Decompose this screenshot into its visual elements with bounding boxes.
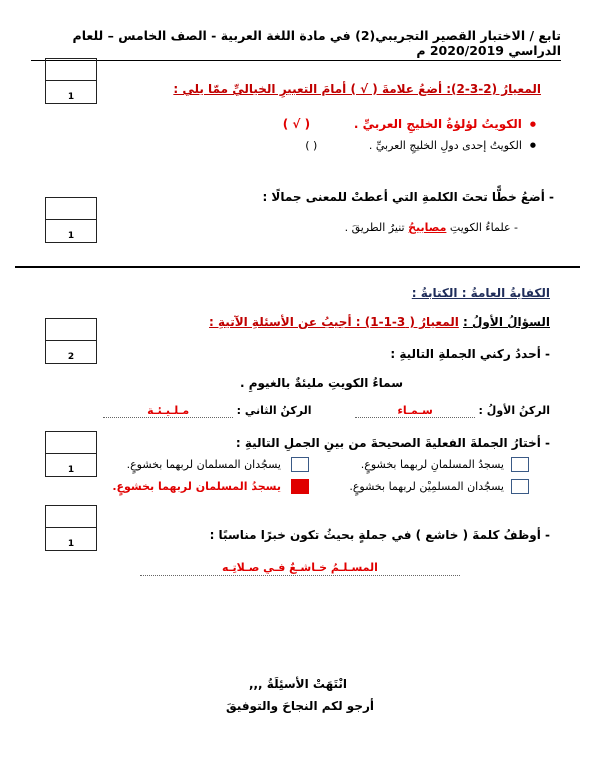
q4-option-text: يسجدُ المسلمانِ لربهما بخشوعٍ.: [360, 458, 504, 471]
q3-second-label: الركنُ الثاني :: [236, 404, 312, 417]
q1-item-text: ● الكويتُ إحدى دولِ الخليجِ العربيِّ .: [369, 139, 536, 152]
q2-sentence: [118, 221, 518, 234]
q2-sentence-end: تنيرُ الطريقَ .: [344, 221, 405, 234]
q3-answers: [90, 404, 550, 418]
q2-prompt: - أضعُ خطًّا تحتَ الكلمةِ التي أعطتْ للمعنى جمالًا :: [262, 190, 554, 204]
q3-first-answer: سـمـاء: [397, 404, 433, 417]
end-text: انْتَهَتْ الأسئِلَةُ ,,,: [248, 677, 348, 691]
q2-highlight-word[interactable]: مصابيحُ: [408, 221, 447, 234]
score-value: 2: [67, 352, 75, 362]
question-criterion: المعيارُ ( 3-1-1) : أجيبُ عن الأسئلةِ الآتيةِ :: [209, 315, 459, 329]
section-divider: [15, 266, 580, 268]
q5-answer: المسـلـمُ خـاشـعٌ فـي صـلاتِـه: [222, 561, 378, 574]
q3-sentence: سماءُ الكويتِ مليئةٌ بالغيومِ .: [240, 376, 403, 390]
q3-second-answer-field[interactable]: [103, 404, 233, 418]
q1-criterion: المعيارُ (2-3-2): أضعُ علامةَ ( √ ) أمامَ التعبيرِ الخياليِّ ممّا يلي :: [173, 82, 541, 96]
q4-option-text: يسجُدان المسلمان لربهما بخشوعٍ.: [126, 458, 281, 471]
q1-item-answer[interactable]: ( √ ): [282, 117, 311, 131]
page-header: تابع / الاختبار القصير التجريبي(2) في مادة اللغة العربية - الصف الخامس – للعام الدراسي 2020/2019 م: [31, 28, 561, 61]
q2-sentence-start: - علماءُ الكويتِ: [449, 221, 518, 234]
q3-second-answer: مـلـيـئـة: [147, 404, 190, 417]
q5-prompt: - أوظفُ كلمةَ ( خاشع ) في جملةٍ بحيثُ تكون خبرًا مناسبًا :: [209, 528, 550, 542]
competency-heading: الكفايةُ العامةُ : الكتابةُ :: [411, 286, 550, 300]
q4-option-checkbox[interactable]: [291, 457, 309, 472]
q4-prompt: - أختارُ الجملةَ الفعليةَ الصحيحةَ من بينِ الجملِ التاليةِ :: [235, 436, 550, 450]
q4-option-text: يسجُدان المسلمِيْن لربهما بخشوعٍ.: [349, 480, 504, 493]
question-label: السؤالُ الأولُ :: [463, 315, 550, 329]
q1-item-text: ● الكويتُ لؤلؤةُ الخليجِ العربيِّ .: [354, 117, 536, 131]
score-value: 1: [67, 92, 75, 102]
q3-first-label: الركنُ الأولُ :: [478, 404, 550, 417]
q5-answer-field[interactable]: [140, 556, 460, 576]
q1-item: [116, 117, 536, 131]
score-value: 1: [67, 231, 75, 241]
score-box: [45, 197, 97, 243]
q1-item-answer[interactable]: ( ): [305, 139, 318, 152]
score-value: 1: [67, 539, 75, 549]
question-heading: [130, 315, 550, 329]
q4-option-checkbox[interactable]: [511, 479, 529, 494]
q4-option-text: يسجدُ المسلمان لربهما بخشوعٍ.: [112, 480, 281, 493]
q1-item: [116, 139, 536, 152]
score-box: [45, 58, 97, 104]
score-value: 1: [67, 465, 75, 475]
q4-option-checkbox[interactable]: [511, 457, 529, 472]
q3-first-answer-field[interactable]: [355, 404, 475, 418]
closing-wish: أرجو لكم النجاحَ والتوفيقَ: [225, 699, 374, 713]
score-box: [45, 431, 97, 477]
q3-prompt: - أحددُ ركني الجملةِ التاليةِ :: [390, 347, 550, 361]
score-box: [45, 318, 97, 364]
q4-option-checkbox-selected[interactable]: [291, 479, 309, 494]
score-box: [45, 505, 97, 551]
